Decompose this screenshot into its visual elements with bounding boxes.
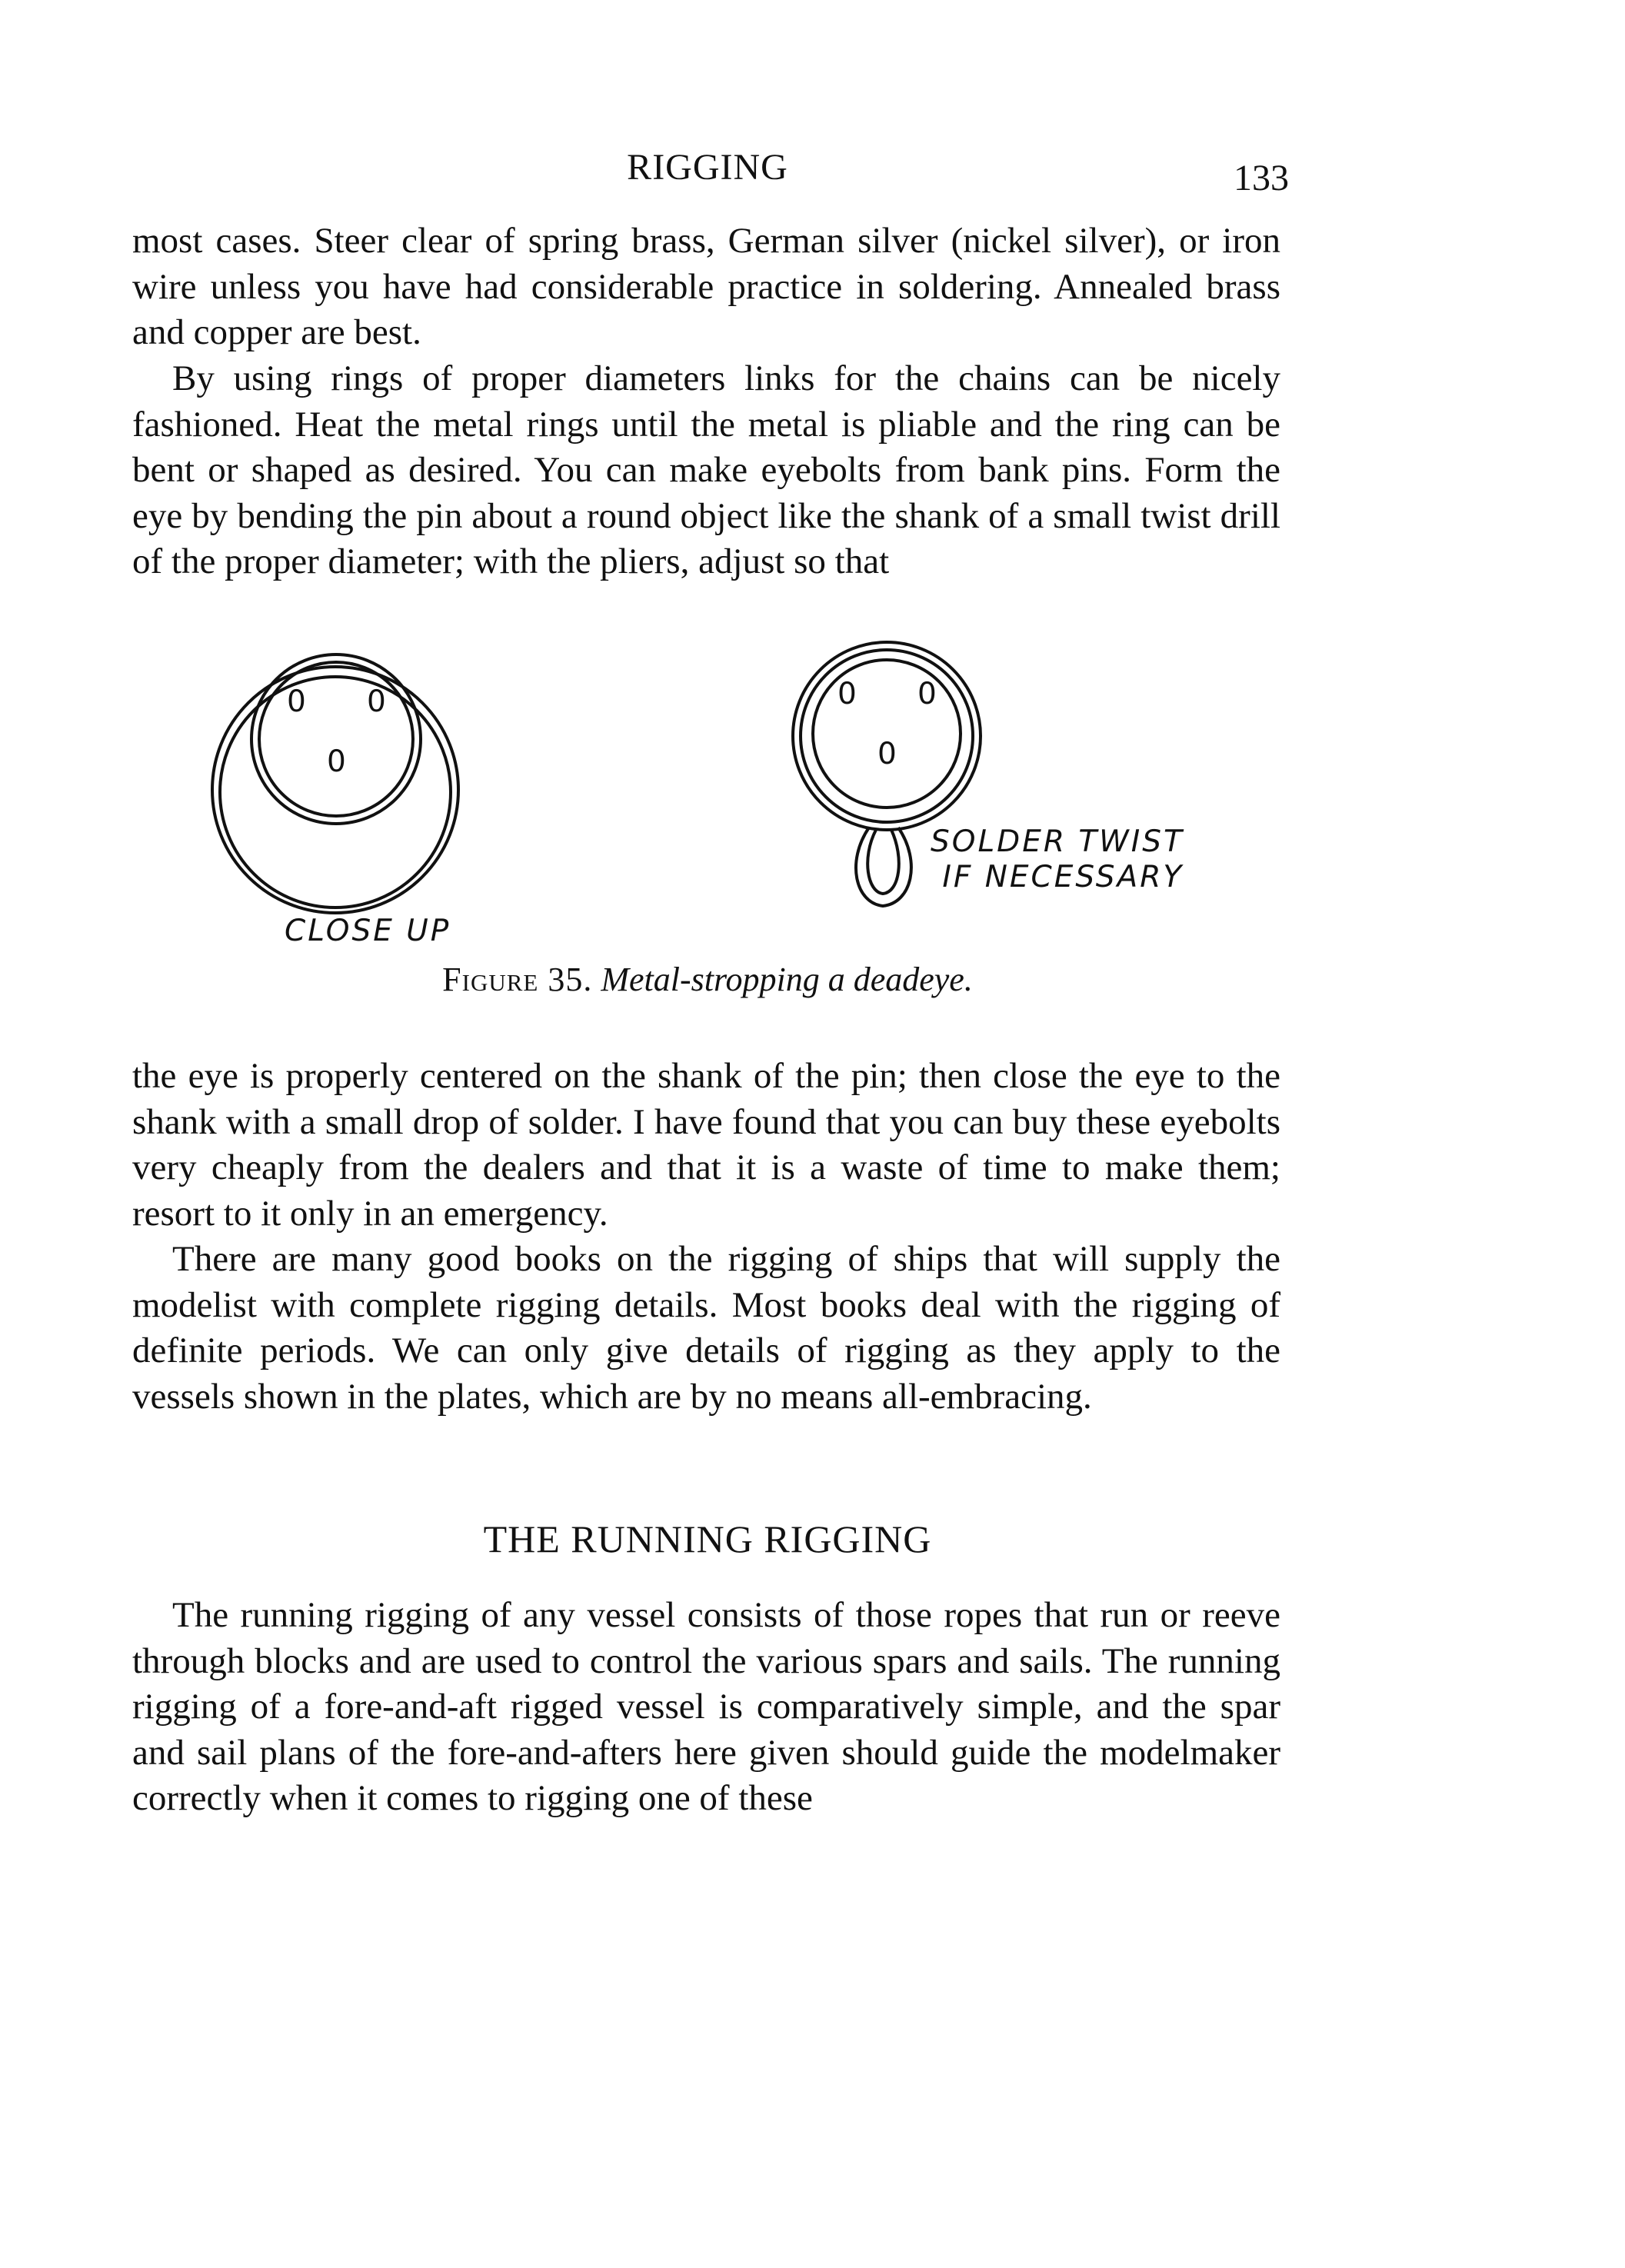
deadeye-body-outer — [251, 654, 421, 824]
deadeye-close-up — [212, 654, 458, 913]
paragraph-eyebolt: the eye is properly centered on the shank of the pin; then close the eye to the shank with a small drop of solder. I have found that you can buy these eyebolts very cheaply from the dealers and that it is a waste of time to make them; resort to it only in an emergency. — [132, 1056, 1280, 1234]
deadeye-hole-label: 0 — [917, 677, 937, 711]
deadeye-hole-label: 0 — [877, 737, 897, 771]
deadeye-drawing — [0, 608, 1625, 1007]
strop-ring-outer — [793, 642, 981, 830]
solder-twist-inner — [867, 830, 899, 894]
page-number: 133 — [1234, 158, 1289, 198]
deadeye-hole-label: 0 — [367, 684, 386, 719]
paragraph-rigging-books: There are many good books on the rigging of ships that will supply the modelist with complete rigging details. Most books deal with the rigging of definite periods. We can only give details of rigging as they apply to the vessels shown in the plates, which are by no means all-embracing. — [132, 1239, 1280, 1417]
caption-title: Metal-stropping a deadeye. — [601, 961, 973, 998]
label-close-up: CLOSE UP — [285, 914, 451, 948]
paragraph-continuation: most cases. Steer clear of spring brass, German silver (nickel silver), or iron wire unless you have had considerable practice in soldering. Annealed brass and copper are best. — [132, 221, 1280, 352]
deadeye-body — [813, 660, 961, 808]
deadeye-hole-label: 0 — [837, 677, 857, 711]
strop-ring-outer — [212, 667, 458, 913]
caption-figure-number: Figure 35. — [442, 961, 593, 998]
paragraph-chain-links: By using rings of proper diameters links for the chains can be nicely fashioned. Heat the metal rings until the metal is pliable and the ring can be bent or shaped as desired. You can make eyebolts from bank pins. Form the eye by bending the pin about a round object like the shank of a small twist drill of the proper diameter; with the pliers, adjust so that — [132, 358, 1280, 581]
deadeye-body-inner — [259, 662, 413, 816]
running-head — [131, 146, 1289, 198]
section-heading: THE RUNNING RIGGING — [483, 1517, 932, 1560]
strop-ring-inner — [801, 650, 973, 822]
paragraph-running-rigging: The running rigging of any vessel consists of those ropes that run or reeve through blocks and are used to control the various spars and sails. The running rigging of a fore-and-aft rigged vessel is comparatively simple, and the spar and sail plans of the fore-and-afters here given should guide the modelmaker correctly when it comes to rigging one of these — [132, 1595, 1280, 1818]
deadeye-hole-label: 0 — [287, 684, 306, 719]
figure-caption — [131, 960, 1284, 999]
label-solder-twist: SOLDER TWIST IF NECESSARY — [931, 824, 1184, 894]
figure-35 — [0, 608, 1625, 1007]
running-title: RIGGING — [627, 147, 788, 188]
deadeye-hole-label: 0 — [327, 744, 346, 779]
